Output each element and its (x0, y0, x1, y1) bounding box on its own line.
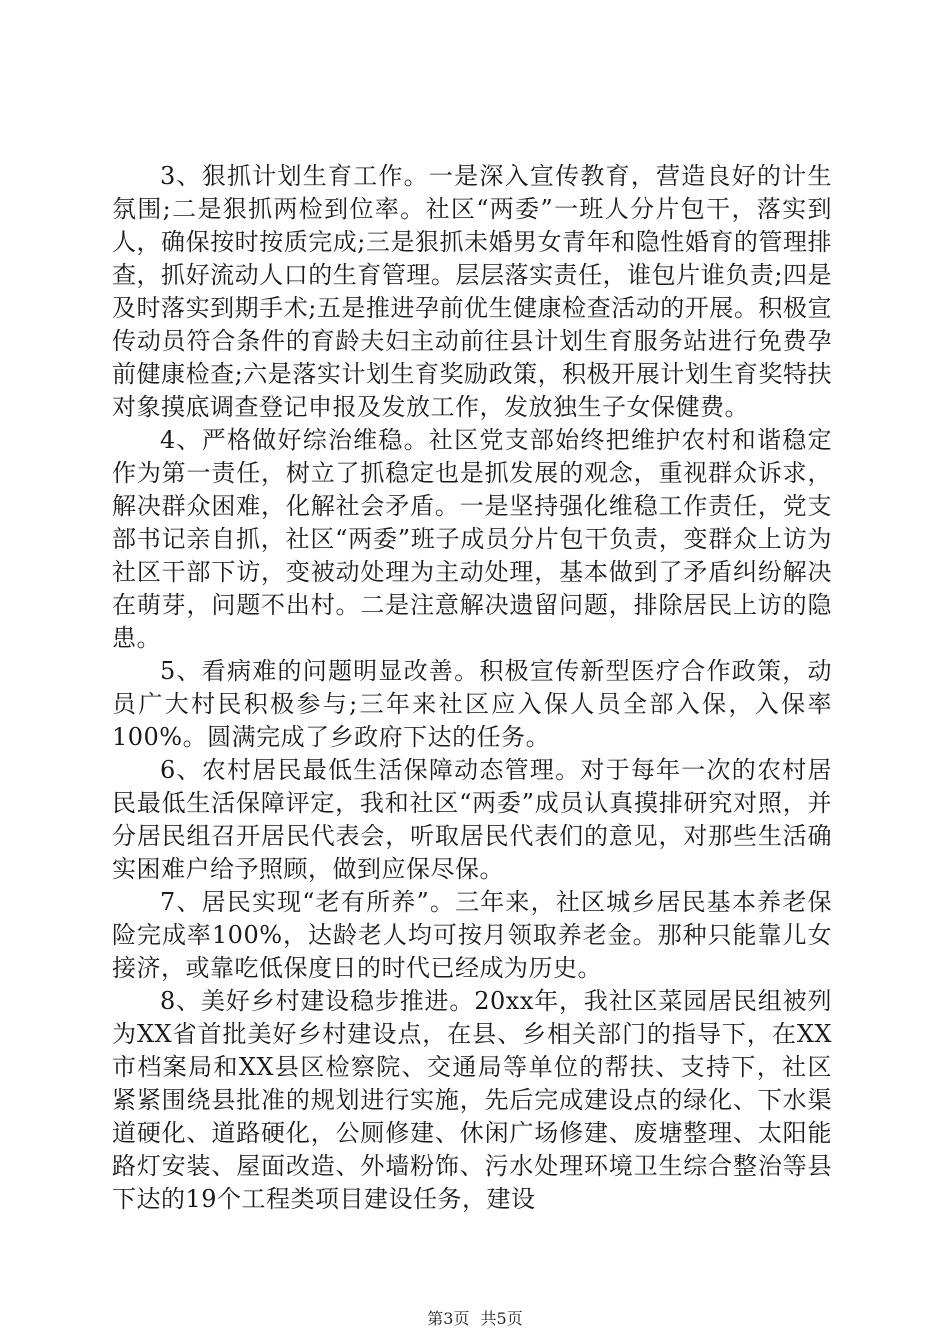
page-number: 第3页 (427, 1309, 470, 1328)
paragraph-rural-construction: 8、美好乡村建设稳步推进。20xx年，我社区菜园居民组被列为XX省首批美好乡村建设点，在县、乡相关部门的指导下，在XX市档案局和XX县区检察院、交通局等单位的帮扶、支持下，社区紧紧围绕县批准的规划进行实施，先后完成建设点的绿化、下水渠道硬化、道路硬化，公厕修建、休闲广场修建、废塘整理、太阳能路灯安装、屋面改造、外墙粉饰、污水处理环境卫生综合整治等县下达的19个工程类项目建设任务，建设 (112, 987, 832, 1213)
paragraph-elderly-care: 7、居民实现“老有所养”。三年来，社区城乡居民基本养老保险完成率100%，达龄老人均可按月领取养老金。那种只能靠儿女接济，或靠吃低保度日的时代已经成为历史。 (112, 888, 832, 982)
page-total: 共5页 (480, 1309, 523, 1328)
paragraph-minimum-living-security: 6、农村居民最低生活保障动态管理。对于每年一次的农村居民最低生活保障评定，我和社区“两委”成员认真摸排研究对照，并分居民组召开居民代表会，听取居民代表们的意见，对那些生活确实困难户给予照顾，做到应保尽保。 (112, 756, 832, 883)
paragraph-stability: 4、严格做好综治维稳。社区党支部始终把维护农村和谐稳定作为第一责任，树立了抓稳定也是抓发展的观念，重视群众诉求，解决群众困难，化解社会矛盾。一是坚持强化维稳工作责任，党支部书记亲自抓，社区“两委”班子成员分片包干负责，变群众上访为社区干部下访，变被动处理为主动处理，基本做到了矛盾纠纷解决在萌芽，问题不出村。二是注意解决遗留问题，排除居民上访的隐患。 (112, 426, 832, 652)
page-footer (0, 1306, 950, 1329)
document-body (112, 160, 832, 1216)
paragraph-family-planning: 3、狠抓计划生育工作。一是深入宣传教育，营造良好的计生氛围;二是狠抓两检到位率。社区“两委”一班人分片包干，落实到人，确保按时按质完成;三是狠抓未婚男女青年和隐性婚育的管理排查，抓好流动人口的生育管理。层层落实责任，谁包片谁负责;四是及时落实到期手术;五是推进孕前优生健康检查活动的开展。积极宣传动员符合条件的育龄夫妇主动前往县计划生育服务站进行免费孕前健康检查;六是落实计划生育奖励政策，积极开展计划生育奖特扶对象摸底调查登记申报及发放工作，发放独生子女保健费。 (112, 162, 832, 421)
paragraph-medical-care: 5、看病难的问题明显改善。积极宣传新型医疗合作政策，动员广大村民积极参与;三年来社区应入保人员全部入保，入保率100%。圆满完成了乡政府下达的任务。 (112, 657, 832, 751)
